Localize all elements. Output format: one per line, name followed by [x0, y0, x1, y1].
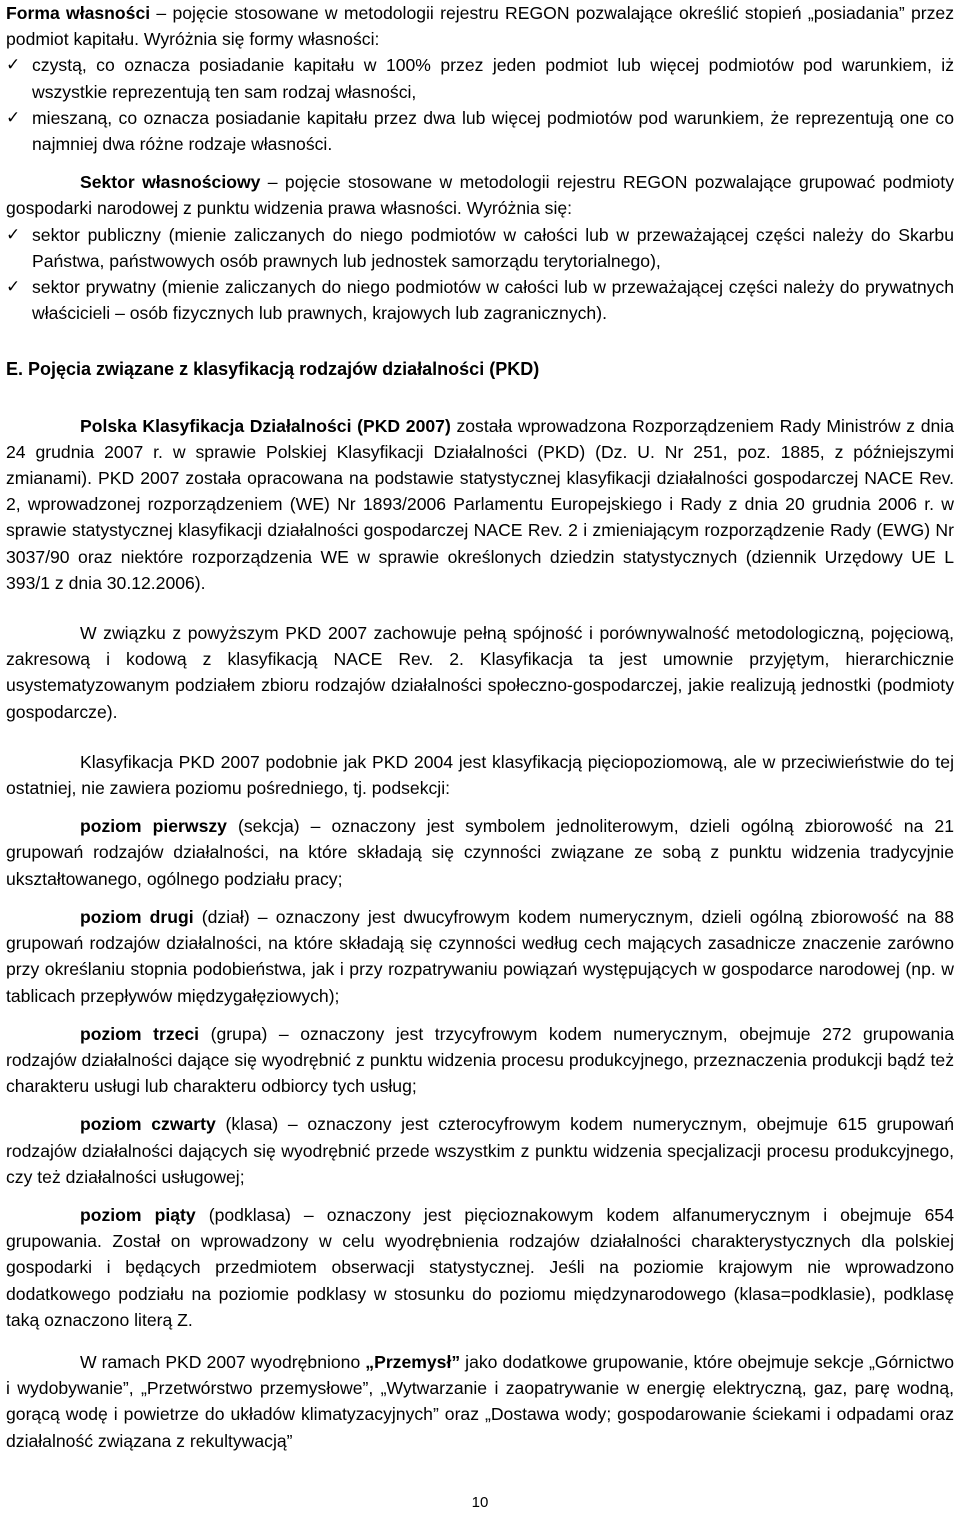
term-przemysl: „Przemysł”: [365, 1351, 461, 1372]
paragraph-sektor-wlasnosciowy: Sektor własnościowy – pojęcie stosowane w metodologii rejestru REGON pozwalające grupować podmioty gospodarki narodowej z punktu widzenia prawa własności. Wyróżnia się:: [6, 172, 954, 219]
checkmark-icon: ✓: [6, 55, 21, 76]
paragraph-level-3: poziom trzeci (grupa) – oznaczony jest trzycyfrowym kodem numerycznym, obejmuje 272 grupowania rodzajów działalności dające się wyodrębnić z punktu widzenia procesu produkcyjnego, przeznaczenia produkcji bądź też charakteru usługi lub charakteru odbiorcy tych usług;: [6, 1023, 954, 1097]
document-page: [6, 0, 954, 1454]
checkmark-icon: ✓: [6, 107, 21, 128]
paragraph-level-4: poziom czwarty (klasa) – oznaczony jest czterocyfrowym kodem numerycznym, obejmuje 615 grupowań rodzajów działalności dających się wyodrębnić przede wszystkim z punktu widzenia specjalizacji procesu produkcyjnego, czy też działalności usługowej;: [6, 1114, 955, 1187]
paragraph-level-1: poziom pierwszy (sekcja) – oznaczony jest symbolem jednoliterowym, dzieli ogólną zbiorowość na 21 grupowań rodzajów działalności, na które składają się czynności związane ze sobą z punktu widzenia tradycyjnie ukształtowanego, ogólnego podziału pracy;: [6, 816, 954, 889]
term-pkd-2007: Polska Klasyfikacja Działalności (PKD 2007): [80, 415, 451, 436]
paragraph-level-2: poziom drugi (dział) – oznaczony jest dwucyfrowym kodem numerycznym, dzieli ogólną zbiorowość na 88 grupowań rodzajów działalności, na które składają się czynności według cech mających zasadnicze znaczenie zarówno przy określaniu stopnia podobieństwa, jak i przy rozpatrywaniu powiązań występujących w gospodarce narodowej (np. w tablicach przepływów międzygałęziowych);: [6, 906, 955, 1006]
paragraph-pkd-intro: Polska Klasyfikacja Działalności (PKD 2007) została wprowadzona Rozporządzeniem Rady Ministrów z dnia 24 grudnia 2007 r. w sprawie Polskiej Klasyfikacji Działalności (PKD) (Dz. U. Nr 251, poz. 1885, z późniejszymi zmianami). PKD 2007 została opracowana na podstawie statystycznej klasyfikacji działalności gospodarczej NACE Rev. 2, wprowadzonej rozporządzeniem (WE) Nr 1893/2006 Parlamentu Europejskiego i Rady z dnia 20 grudnia 2006 r. w sprawie statystycznej klasyfikacji działalności gospodarczej NACE Rev. 2 i zmieniającym rozporządzenie Rady (EWG) Nr 3037/90 oraz niektóre rozporządzenia WE w sprawie określonych dziedzin statystycznych (dziennik Urzędowy UE L 393/1 z dnia 30.12.2006).: [6, 415, 954, 593]
list-item: ✓ czystą, co oznacza posiadanie kapitału w 100% przez jeden podmiot lub więcej podmiotów pod warunkiem, iż wszystkie reprezentują ten sam rodzaj własności,: [6, 52, 954, 104]
checkmark-icon: ✓: [6, 224, 21, 245]
list-forma-wlasnosci: [6, 52, 954, 157]
term-level-1: poziom pierwszy: [80, 816, 227, 837]
term-forma-wlasnosci: Forma własności: [6, 3, 151, 23]
list-item: ✓ mieszaną, co oznacza posiadanie kapitału przez dwa lub więcej podmiotów pod warunkiem, że reprezentują one co najmniej dwa różne rodzaje własności.: [6, 105, 954, 157]
paragraph-levels-intro: Klasyfikacja PKD 2007 podobnie jak PKD 2004 jest klasyfikacją pięciopoziomową, ale w przeciwieństwie do tej ostatniej, nie zawiera poziomu pośredniego, tj. podsekcji:: [6, 751, 954, 799]
section-heading-e: E. Pojęcia związane z klasyfikacją rodzajów działalności (PKD): [6, 359, 540, 380]
term-level-4: poziom czwarty: [80, 1114, 216, 1135]
checkmark-icon: ✓: [6, 277, 21, 298]
term-level-5: poziom piąty: [80, 1204, 196, 1225]
list-item: ✓ sektor prywatny (mienie zaliczanych do niego podmiotów w całości lub w przeważającej części należy do prywatnych właścicieli – osób fizycznych lub prawnych, krajowych lub zagranicznych).: [6, 274, 954, 326]
term-sektor-wlasnosciowy: Sektor własnościowy: [80, 172, 261, 193]
list-item: ✓ sektor publiczny (mienie zaliczanych do niego podmiotów w całości lub w przeważającej części należy do Skarbu Państwa, państwowych osób prawnych lub jednostek samorządu terytorialnego),: [6, 222, 954, 274]
list-sektor-wlasnosciowy: [6, 222, 954, 327]
term-level-3: poziom trzeci: [80, 1023, 200, 1044]
paragraph-level-5: poziom piąty (podklasa) – oznaczony jest pięcioznakowym kodem alfanumerycznym i obejmuje 654 grupowania. Został on wprowadzony w celu wyodrębnienia rodzajów działalności charakterystycznych dla polskiej gospodarki i będących przedmiotem obserwacji statystycznej. Jeśli na poziomie krajowym nie wprowadzono dodatkowego podziału na poziomie podklasy w stosunku do poziomu międzynarodowego (klasa=podklasie), podklasę taką oznaczono literą Z.: [6, 1204, 954, 1330]
page-number: 10: [471, 1494, 489, 1511]
paragraph-consistency: W związku z powyższym PKD 2007 zachowuje pełną spójność i porównywalność metodologiczną, pojęciową, zakresową i kodową z klasyfikacją NACE Rev. 2. Klasyfikacja ta jest umownie przyjętym, hierarchicznie usystematyzowanym podziałem zbioru rodzajów działalności społeczno-gospodarczej, jakie realizują jednostki (podmioty gospodarcze).: [6, 623, 954, 722]
term-level-2: poziom drugi: [80, 906, 194, 927]
paragraph-industry: W ramach PKD 2007 wyodrębniono „Przemysł” jako dodatkowe grupowanie, które obejmuje sekcje „Górnictwo i wydobywanie”, „Przetwórstwo przemysłowe”, „Wytwarzanie i zaopatrywanie w energię elektryczną, gaz, parę wodną, gorącą wodę i powietrze do układów klimatyzacyjnych” oraz „Dostawa wody; gospodarowanie ściekami i odpadami oraz działalność związana z rekultywacją”: [6, 1351, 954, 1451]
paragraph-forma-wlasnosci: Forma własności – pojęcie stosowane w metodologii rejestru REGON pozwalające określić stopień „posiadania” przez podmiot kapitału. Wyróżnia się formy własności:: [6, 3, 954, 50]
